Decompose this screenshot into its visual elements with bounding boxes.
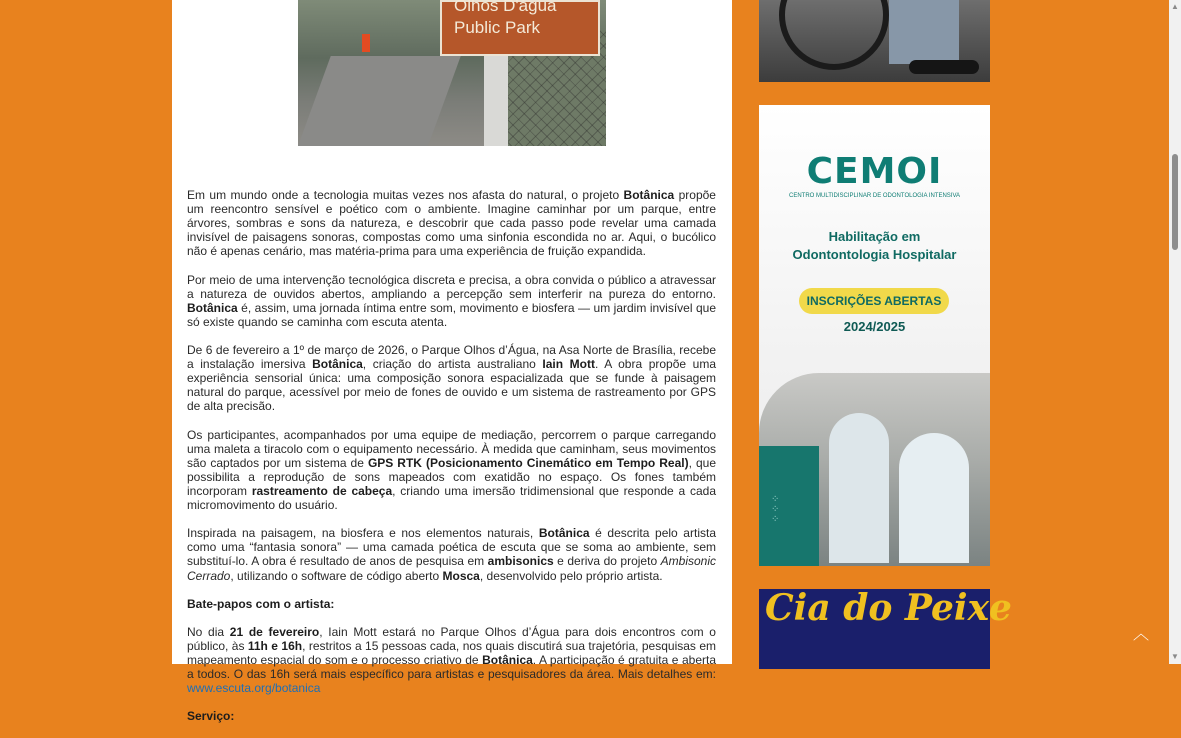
- ad-banner-cia-do-peixe[interactable]: [759, 587, 1012, 669]
- article-body: [187, 188, 716, 738]
- cemoi-subtitle: CENTRO MULTIDISCIPLINAR DE ODONTOLOGIA INTENSIVA: [788, 193, 961, 199]
- article-paragraph-1: Em um mundo onde a tecnologia muitas vezes nos afasta do natural, o projeto Botânica propõe um reencontro sensível e poético com o ambiente. Imagine caminhar por um parque, entre árvores, sombras e sons da natureza, e descobrir que cada passo pode revelar uma camada invisível de paisagens sonoras, compostas como uma sinfonia escondida no ar. Aqui, o bucólico não é apenas cenário, mas matéria-prima para uma experiência de fruição expandida.: [187, 188, 716, 259]
- section-heading-service: Serviço:: [187, 709, 235, 724]
- scroll-up-icon[interactable]: ▲: [1171, 2, 1179, 11]
- park-sign-line1: Olhos D'água: [454, 0, 557, 15]
- wheelchair-wheel: [779, 0, 889, 70]
- page-scrollbar[interactable]: [1169, 0, 1181, 664]
- park-sign-line2: Public Park: [454, 18, 540, 37]
- section-heading-chats: Bate-papos com o artista:: [187, 596, 335, 611]
- scroll-down-icon[interactable]: ▼: [1171, 652, 1179, 661]
- ad-banner-wheelchair[interactable]: [759, 0, 990, 82]
- article-paragraph-5: Inspirada na paisagem, na biosfera e nos elementos naturais, Botânica é descrita pelo artista como uma “fantasia sonora” — uma camada poética de escuta que se soma ao ambiente, sem substituí-lo. A obra é resultado de anos de pesquisa em ambisonics e deriva do projeto Ambisonic Cerrado, utilizando o software de código aberto Mosca, desenvolvido pelo próprio artista.: [187, 526, 716, 583]
- cemoi-surgeons-photo: [759, 373, 990, 566]
- scrollbar-thumb[interactable]: [1172, 154, 1178, 250]
- wheelchair-person-shoe: [909, 60, 979, 74]
- cemoi-headline-line1: Habilitação em: [828, 229, 921, 244]
- hero-traffic-cone: [362, 34, 370, 52]
- hero-sign-post: [484, 56, 508, 146]
- cia-do-peixe-logo: Cia do Peixe: [765, 587, 1012, 629]
- park-sign: [440, 0, 600, 56]
- cemoi-headline: [759, 228, 990, 264]
- main-content-column: [172, 0, 732, 724]
- surgeon-figure-left: [829, 413, 889, 563]
- cemoi-teal-panel: [759, 446, 819, 566]
- hero-road: [298, 56, 461, 146]
- article-paragraph-2: Por meio de uma intervenção tecnológica discreta e precisa, a obra convida o público a atravessar a natureza de ouvidos abertos, ampliando a percepção sem interferir na pureza do entorno. Botânica é, assim, uma jornada íntima entre som, movimento e biosfera — um jardim invisível que só existe quando se caminha com escuta atenta.: [187, 272, 716, 329]
- cemoi-headline-line2: Odontontologia Hospitalar: [792, 247, 957, 262]
- article-paragraph-3: De 6 de fevereiro a 1º de março de 2026, o Parque Olhos d’Água, na Asa Norte de Brasília, recebe a instalação imersiva Botânica, criação do artista australiano Iain Mott. A obra propõe uma experiência sensorial única: uma composição sonora espacializada que se funde à paisagem natural do parque, acessível por meio de fones de ouvido e um sistema de rastreamento por GPS de alta precisão.: [187, 343, 716, 414]
- cemoi-logo: CEMOI: [806, 151, 943, 192]
- cemoi-year: 2024/2025: [843, 319, 906, 334]
- botanica-link[interactable]: www.escuta.org/botanica: [187, 681, 321, 696]
- wheelchair-person-legs: [889, 0, 959, 64]
- article-paragraph-6: No dia 21 de fevereiro, Iain Mott estará no Parque Olhos d’Água para dois encontros com o público, às 11h e 16h, restritos a 15 pessoas cada, nos quais discutirá sua trajetória, pesquisas em mapeamento espacial do som e o processo criativo de Botânica. A participação é gratuita e aberta a todos. O das 16h será mais específico para artistas e pesquisadores da área. Mais detalhes em: www.escuta.org/botanica: [187, 624, 716, 696]
- surgeon-figure-right: [899, 433, 969, 563]
- cemoi-enrollment-badge: INSCRIÇÕES ABERTAS: [799, 288, 949, 314]
- back-to-top-chevron-up-icon[interactable]: ︿: [1132, 626, 1149, 643]
- article-hero-image: [298, 0, 606, 146]
- article-paragraph-4: Os participantes, acompanhados por uma equipe de mediação, percorrem o parque carregando uma maleta a tiracolo com o equipamento necessário. À medida que caminham, seus movimentos são captados por um sistema de GPS RTK (Posicionamento Cinemático em Tempo Real), que possibilita a reprodução de sons mapeados com exatidão no espaço. Os fones também incorporam rastreamento de cabeça, criando uma imersão tridimensional que responde a cada micromovimento do usuário.: [187, 427, 717, 513]
- ad-banner-cemoi[interactable]: [759, 105, 990, 566]
- cemoi-dots-decoration: ⁘ ⁘ ⁘: [771, 494, 780, 525]
